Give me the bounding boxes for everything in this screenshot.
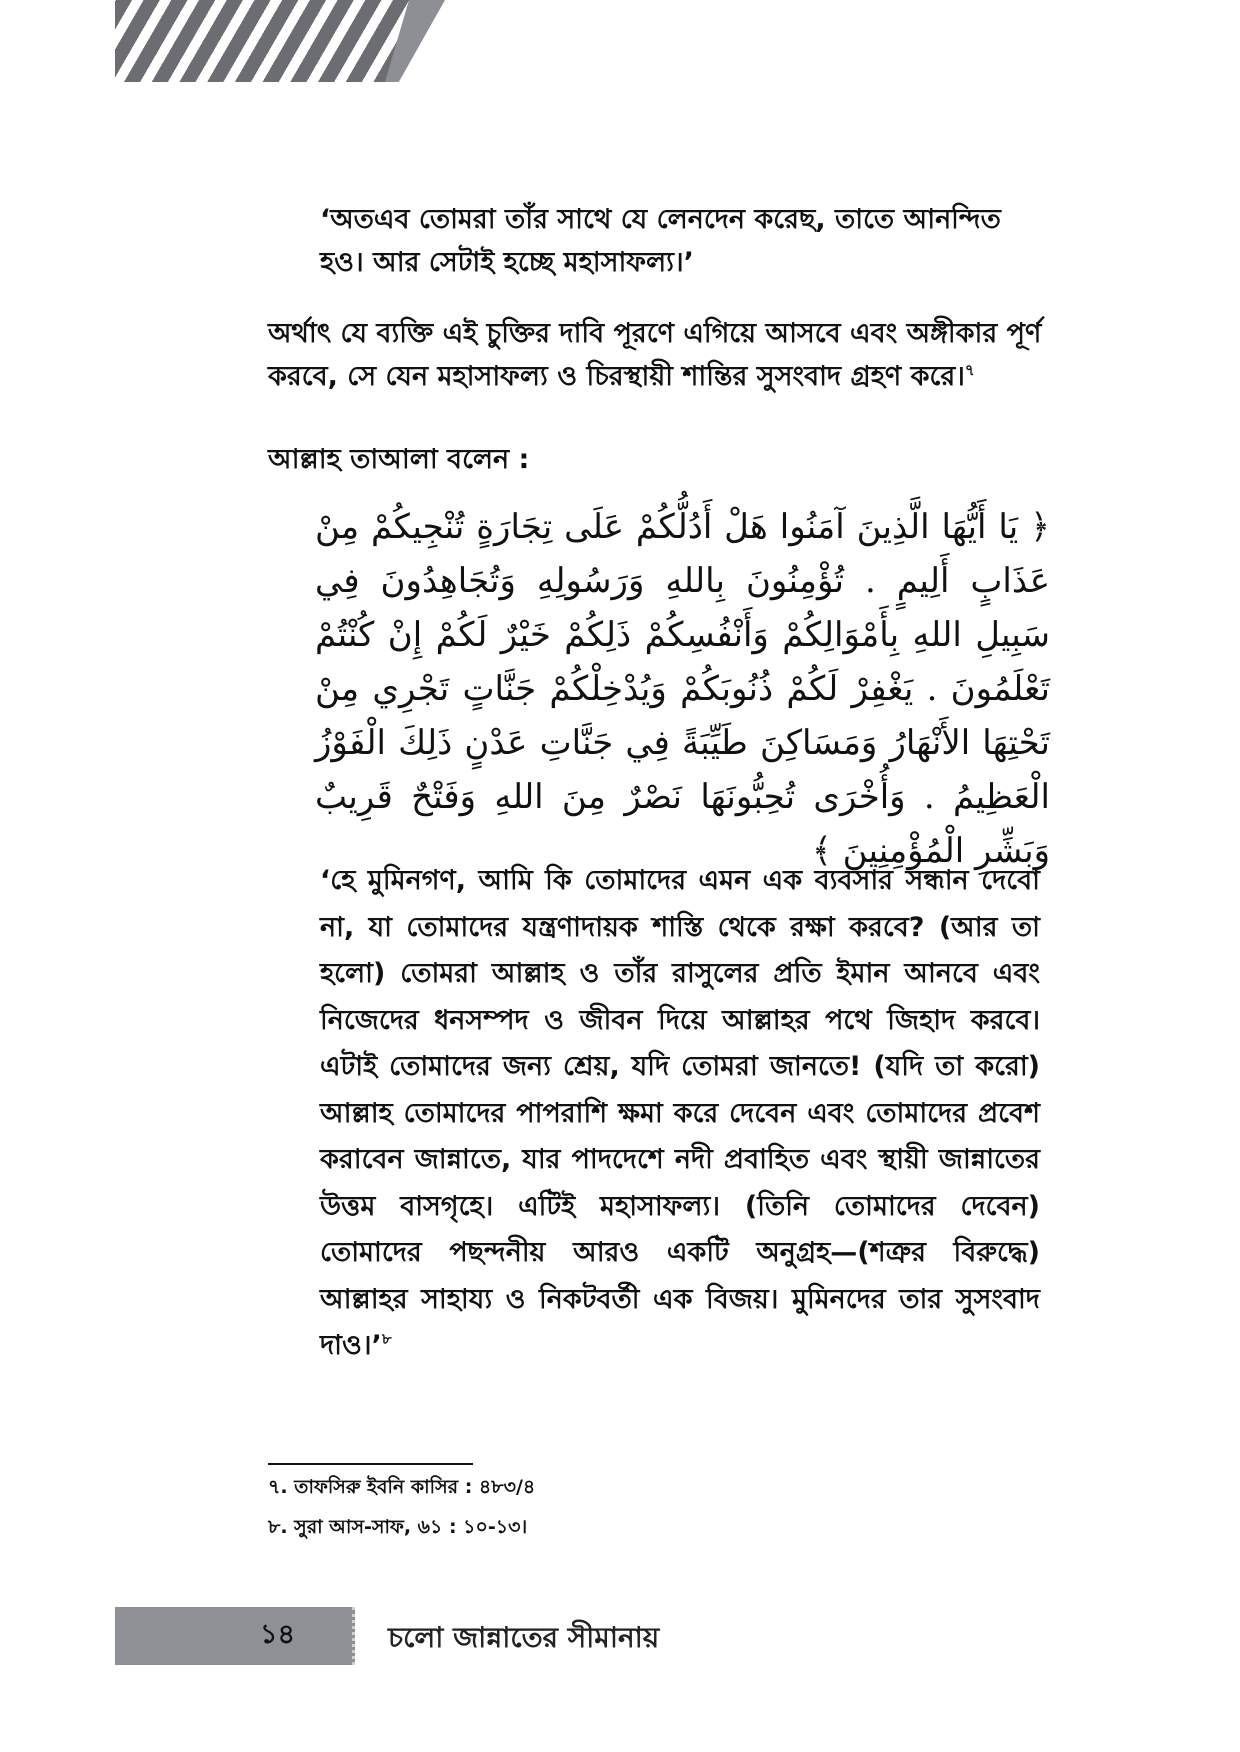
translation-text: ‘হে মুমিনগণ, আমি কি তোমাদের এমন এক ব্যবসার সন্ধান দেবো না, যা তোমাদের যন্ত্রণাদায়ক শাস্তি থেকে রক্ষা করবে? (আর তা হলো) তোমরা আল্লাহ ও তাঁর রাসুলের প্রতি ইমান আনবে এবং নিজেদের ধনসম্পদ ও জীবন দিয়ে আল্লাহর পথে জিহাদ করবে। এটাই তোমাদের জন্য শ্রেয়, যদি তোমরা জানতে! (যদি তা করো) আল্লাহ তোমাদের পাপরাশি ক্ষমা করে দেবেন এবং তোমাদের প্রবেশ করাবেন জান্নাতে, যার পাদদেশে নদী প্রবাহিত এবং স্থায়ী জান্নাতের উত্তম বাসগৃহে। এটিই মহাসাফল্য। (তিনি তোমাদের দেবেন) তোমাদের পছন্দনীয় আরও একটি অনুগ্রহ—(শত্রুর বিরুদ্ধে) আল্লাহর সাহায্য ও নিকটবর্তী এক বিজয়। মুমিনদের তার সুসংবাদ দাও।’	[320, 865, 1040, 1361]
explanation-paragraph	[268, 312, 1083, 398]
verse-translation	[320, 858, 1040, 1370]
book-title: চলো জান্নাতের সীমানায়	[388, 1621, 660, 1654]
arabic-quran-verse: ﴿ يَا أَيُّهَا الَّذِينَ آمَنُوا هَلْ أَدُلُّكُمْ عَلَى تِجَارَةٍ تُنْجِيكُمْ مِنْ عَذَابٍ أَلِيمٍ . تُؤْمِنُونَ بِاللهِ وَرَسُولِهِ وَتُجَاهِدُونَ فِي سَبِيلِ اللهِ بِأَمْوَالِكُمْ وَأَنْفُسِكُمْ ذَلِكُمْ خَيْرٌ لَكُمْ إِنْ كُنْتُمْ تَعْلَمُونَ . يَغْفِرْ لَكُمْ ذُنُوبَكُمْ وَيُدْخِلْكُمْ جَنَّاتٍ تَجْرِي مِنْ تَحْتِهَا الأَنْهَارُ وَمَسَاكِنَ طَيِّبَةً فِي جَنَّاتِ عَدْنٍ ذَلِكَ الْفَوْزُ الْعَظِيمُ . وَأُخْرَى تُحِبُّونَهَا نَصْرٌ مِنَ اللهِ وَفَتْحٌ قَرِيبٌ وَبَشِّرِ الْمُؤْمِنِينَ ﴾	[315, 507, 1050, 871]
allah-says-intro: আল্লাহ তাআলা বলেন :	[268, 444, 530, 475]
footnote-ref-7: ৭	[964, 361, 975, 379]
quote-completion: ‘অতএব তোমরা তাঁর সাথে যে লেনদেন করেছ, তাতে আনন্দিত হও। আর সেটাই হচ্ছে মহাসাফল্য।’	[320, 204, 1001, 278]
header-stripe-decoration	[115, 0, 445, 82]
footnote-ref-8: ৮	[381, 1330, 392, 1348]
explanation-text: অর্থাৎ যে ব্যক্তি এই চুক্তির দাবি পূরণে এগিয়ে আসবে এবং অঙ্গীকার পূর্ণ করবে, সে যেন মহাসাফল্য ও চিরস্থায়ী শান্তির সুসংবাদ গ্রহণ করে।	[268, 318, 1042, 392]
footer-page-bar	[115, 1607, 355, 1665]
footnote-8: ৮. সুরা আস-সাফ, ৬১ : ১০-১৩।	[268, 1516, 528, 1538]
footnote-7: ৭. তাফসিরু ইবনি কাসির : ৪৮৩/৪	[268, 1476, 536, 1498]
footnote-divider	[268, 1463, 473, 1465]
footer-separator	[352, 1607, 355, 1665]
page-number: ১৪	[259, 1618, 295, 1650]
